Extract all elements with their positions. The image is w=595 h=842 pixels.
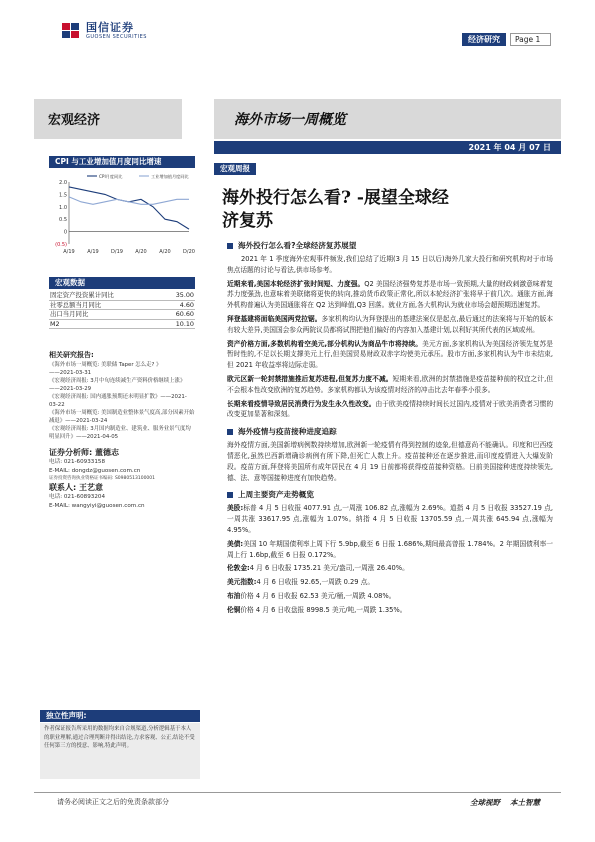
legend-label: 工业增加值月度同比 (151, 174, 189, 179)
analyst-block (49, 447, 199, 510)
disclaimer-text: 作者保证报告所采用的数据均来自合规渠道,分析逻辑基于本人的职业理解,通过合理判断并得出结论,力求客观、公正,结论不受任何第三方的授意、影响,特此声明。 (44, 726, 195, 750)
list-item[interactable]: 《宏观经济周报: 3月国内制造业、建筑业、服务业景气度均明显回升》——2021-04-05 (49, 426, 191, 440)
x-tick-label: D/20 (183, 249, 195, 255)
paragraph: 布油价格 4 月 6 日收报 62.53 美元/桶,一周跌 4.08%。 (227, 591, 396, 600)
series-line (69, 187, 189, 229)
legend-label: CPI月度同比 (99, 174, 123, 179)
paragraph: 长期来看疫情导致居民消费行为发生永久性改变。由于欧美疫情持续时间长过国内,疫情对于欧美消费者习惯的改变更加显著和深刻。 (227, 399, 554, 419)
list-item[interactable]: 《海外市场一周概览: 美联储 Taper 怎么走? 》 (49, 362, 162, 368)
analyst-email[interactable]: E-MAIL: dongdz@guosen.com.cn (49, 467, 141, 474)
paragraph: 拜登基建将面临美国两党拉锯。多家机构均认为拜登提出的基建法案仅是起点,最后通过的法案将与开始的版本有较大差异,美国国会参众两院议员都将试图把他们偏好的内容加入基建计划,以利好其所代表的区域或州。 (227, 314, 554, 334)
y-tick-label: 0 (63, 229, 67, 236)
disclaimer-box (40, 711, 200, 779)
bullet-icon (227, 429, 233, 435)
paragraph: 海外疫情方面,美国新增病例数持续增加,欧洲新一轮疫情有得到控制的迹象,但德意尚不能确认。印度和巴西疫情恶化,虽然巴西新增确诊病例有所下降,但死亡人数上升。疫苗接种还在逐步推进,而印度疫情进入大爆发阶段。疫苗方面,拜登将美国所有成年居民在 4 月 19 日前都将获得疫苗接种资格。日前美国接种进度持续领先,德、法、意等国接种进度有加快趋势。 (227, 441, 553, 482)
table-row (49, 320, 195, 330)
contact-role: 联系人: (49, 483, 77, 492)
paragraph: 伦敦金:4 月 6 日收报 1735.21 美元/盎司,一周涨 26.40%。 (227, 564, 409, 573)
row-label: 社零总额当月同比 (50, 300, 102, 309)
x-tick-label: A/20 (159, 249, 171, 255)
paragraph: 资产价格方面,多数机构看空美元,部分机构认为商品牛市将持续。美元方面,多家机构认为美国经济领先复苏是暂时性的,不足以长期支撑美元上行,但美国贸易财政双赤字均使美元承压。股市方面,多家机构认为牛市未结束,但 2021 年收益率将边际走弱。 (227, 339, 553, 370)
related-reports-header: 相关研究报告: (49, 351, 94, 359)
logo-icon (62, 23, 80, 39)
contact-name: 王艺意 (79, 483, 103, 492)
list-item[interactable]: 《宏观经济周报: 3月中旬连续减生产资料价格继续上涨》——2021-03-29 (49, 378, 186, 392)
paragraph: 美债:美国 10 年期国债利率上周下行 5.9bp,截至 6 日报 1.686%,期间最高曾报 1.784%。2 年期国债利率一周上行 1.6bp,截至 6 日报 0.172%。 (227, 539, 553, 559)
row-value: 35.00 (175, 291, 194, 299)
paragraph: 欧元区新一轮封禁措施推后复苏进程,但复苏力度不减。短期来看,欧洲的封禁措施是疫苗接种前的权宜之计,但不会根本性改变欧洲的复苏趋势。多家机构都认为该疫情对经济的冲击比去年春季小很多。 (227, 374, 554, 394)
company-name-en: GUOSEN SECURITIES (86, 34, 147, 40)
category-band (34, 99, 182, 139)
related-reports-list (49, 361, 195, 441)
report-type-tag: 经济研究 (462, 33, 506, 46)
section-heading: 海外投行怎么看?全球经济复苏展望 (227, 240, 553, 251)
section-tag: 宏观周报 (214, 163, 256, 175)
macro-data-header: 宏观数据 (49, 277, 195, 289)
contact-email[interactable]: E-MAIL: wangyiyi@guosen.com.cn (49, 502, 145, 509)
page-number: Page 1 (510, 33, 551, 46)
section-heading: 海外疫情与疫苗接种进度追踪 (227, 426, 553, 437)
bullet-icon (227, 492, 233, 498)
series-line (69, 197, 189, 204)
row-label: 固定资产投资累计同比 (50, 291, 114, 299)
company-name-cn: 国信证券 (86, 21, 134, 34)
category-title: 宏观经济 (48, 113, 101, 128)
analyst-name: 董德志 (95, 448, 119, 457)
footer-slogan: 全球视野 本土智慧 (470, 798, 540, 807)
y-tick-label: (0.5) (55, 242, 67, 248)
y-tick-label: 2.0 (59, 180, 67, 186)
list-item[interactable]: 《宏观经济周报: 国内通胀预期还未明显扩散》——2021-03-22 (49, 394, 187, 408)
paragraph: 美股:标普 4 月 5 日收报 4077.91 点,一周涨 106.82 点,涨幅为 2.69%。道指 4 月 5 日收报 33527.19 点,一周共涨 33617.95 点,涨幅为 1.07%。纳指 4 月 5 日收报 13705.59 点,一周共涨 645.94 点,涨幅为 4.95%。 (227, 504, 553, 534)
y-tick-label: 0.5 (59, 217, 67, 224)
section-heading: 上周主要资产走势概览 (227, 489, 553, 500)
x-tick-label: A/19 (63, 249, 75, 255)
report-title-line1: 海外投行怎么看? -展望全球经 (222, 188, 449, 208)
paragraph: 近期来看,美国本轮经济扩张时间短、力度强。Q2 美国经济强势复苏是市场一致预期,大量的财政刺激意味着复苏力度强劲,也意味着美联储将更快的转向,推动货币政策正常化,所以本轮经济扩张将早于前几次。通胀方面,海外机构普遍认为美国通胀将在 Q2 达到峰值,Q3 回落。就业方面,各大机构认为就业市场会超预期迅速复苏。 (227, 279, 553, 310)
row-value: 10.10 (175, 319, 194, 328)
analyst-role: 证券分析师: (49, 448, 93, 457)
table-row (49, 301, 195, 311)
report-title-line2: 济复苏 (222, 211, 273, 231)
disclaimer-header: 独立性声明: (40, 710, 200, 722)
table-row (49, 291, 195, 301)
analyst-phone: 电话: 021-60933158 (49, 459, 106, 465)
contact-phone: 电话: 021-60893204 (49, 494, 106, 500)
table-row (49, 310, 195, 320)
x-tick-label: D/19 (111, 249, 123, 255)
row-value: 60.60 (175, 310, 194, 319)
footer-disclaimer: 请务必阅读正文之后的免责条款部分 (57, 798, 169, 806)
paragraph: 美元指数:4 月 6 日收报 92.65,一周跌 0.29 点。 (227, 578, 375, 587)
paragraph: 2021 年 1 季度海外宏观事件频发,我们总结了近期(3 月 15 日以后)海外几家大投行和研究机构对于市场焦点话题的讨论与看法,供市场参考。 (227, 255, 553, 274)
company-logo (62, 22, 147, 40)
cpi-industry-chart (49, 170, 195, 262)
row-label: M2 (50, 319, 60, 328)
report-series-title: 海外市场一周概览 (234, 112, 346, 128)
list-item[interactable]: ——2021-03-31 (49, 370, 92, 376)
paragraph: 伦铜价格 4 月 6 日收盘报 8998.5 美元/吨,一周跌 1.35%。 (227, 605, 407, 614)
x-tick-label: A/19 (87, 249, 99, 255)
row-label: 出口当月同比 (50, 310, 89, 319)
analyst-license: 证券投资咨询执业资格证书编码: S0980513100001 (49, 476, 156, 481)
y-tick-label: 1.5 (59, 192, 67, 199)
report-date: 2021 年 04 月 07 日 (214, 141, 561, 154)
x-tick-label: A/20 (135, 249, 147, 255)
bullet-icon (227, 243, 233, 249)
macro-data-table (49, 291, 195, 329)
row-value: 4.60 (179, 300, 194, 309)
title-band (214, 99, 561, 139)
y-tick-label: 1.0 (59, 204, 67, 211)
footer-divider (34, 792, 561, 793)
list-item[interactable]: 《海外市场一周概览: 美国制造业整体景气度高,部分因素开始减退》——2021-03-24 (49, 410, 195, 424)
chart-title: CPI 与工业增加值月度同比增速 (49, 156, 195, 168)
